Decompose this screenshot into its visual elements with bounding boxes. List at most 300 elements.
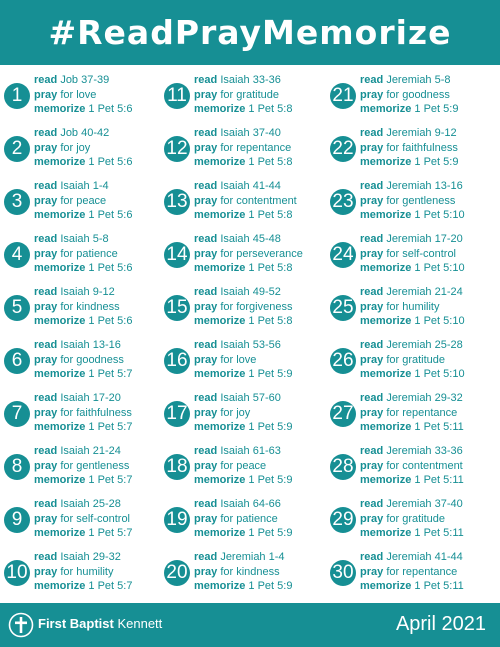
day-number-badge: 27 [330,401,356,427]
pray-topic: for joy [220,406,251,419]
read-label: read [34,180,58,192]
read-label: read [194,551,218,563]
pray-line [34,300,132,315]
memorize-line [360,579,464,594]
read-line [34,232,132,247]
pray-line [360,141,458,156]
memorize-label: memorize [34,209,86,221]
memorize-label: memorize [360,209,412,221]
day-details [360,550,464,594]
read-passage: Isaiah 45-48 [220,233,281,245]
day-entry [330,229,496,282]
read-passage: Isaiah 25-28 [60,498,121,510]
memorize-verse: 1 Pet 5:6 [88,315,133,327]
day-number-badge: 22 [330,136,356,162]
day-number-badge: 12 [164,136,190,162]
memorize-line [34,208,132,223]
pray-topic: for kindness [60,300,120,313]
read-label: read [194,180,218,192]
pray-line [194,459,292,474]
day-entry [330,441,496,494]
memorize-verse: 1 Pet 5:9 [248,580,293,592]
day-number-badge: 26 [330,348,356,374]
pray-line [34,353,132,368]
memorize-verse: 1 Pet 5:11 [414,580,464,592]
read-passage: Jeremiah 5-8 [386,74,451,86]
day-entry [164,388,330,441]
memorize-line [194,102,292,117]
read-passage: Jeremiah 25-28 [386,339,463,351]
read-line [360,444,464,459]
read-line [34,126,132,141]
read-passage: Isaiah 61-63 [220,445,281,457]
memorize-label: memorize [194,474,246,486]
pray-label: pray [34,247,58,260]
memorize-line [194,420,292,435]
pray-line [194,141,292,156]
pray-label: pray [360,194,384,207]
read-passage: Isaiah 37-40 [220,127,281,139]
pray-topic: for self-control [60,512,131,525]
day-details [34,179,132,223]
memorize-line [194,155,292,170]
read-line [360,179,465,194]
memorize-label: memorize [360,474,412,486]
memorize-label: memorize [194,527,246,539]
pray-line [194,300,292,315]
day-number-badge: 4 [4,242,30,268]
read-line [34,391,132,406]
pray-label: pray [194,565,218,578]
memorize-line [194,208,297,223]
pray-label: pray [194,406,218,419]
memorize-verse: 1 Pet 5:10 [414,368,465,380]
day-entry [164,282,330,335]
day-number-badge: 7 [4,401,30,427]
read-line [360,232,465,247]
pray-topic: for goodness [60,353,124,366]
read-line [194,73,292,88]
read-line [194,338,292,353]
memorize-line [34,473,132,488]
pray-label: pray [194,88,218,101]
memorize-label: memorize [34,156,86,168]
read-line [34,285,132,300]
memorize-line [360,367,465,382]
memorize-label: memorize [360,315,412,327]
day-details [34,444,132,488]
pray-line [360,247,465,262]
read-label: read [360,127,384,139]
read-label: read [194,233,218,245]
pray-line [194,353,292,368]
day-entry [164,547,330,600]
pray-topic: for kindness [220,565,280,578]
pray-topic: for patience [60,247,118,260]
day-number-badge: 2 [4,136,30,162]
read-label: read [360,286,384,298]
read-line [194,285,292,300]
memorize-verse: 1 Pet 5:7 [88,474,133,486]
memorize-verse: 1 Pet 5:11 [414,421,464,433]
day-entry [4,494,170,547]
day-entry [330,282,496,335]
read-line [34,338,132,353]
day-number-badge: 10 [4,560,30,586]
day-number-badge: 21 [330,83,356,109]
read-passage: Jeremiah 17-20 [386,233,463,245]
read-line [360,285,465,300]
pray-label: pray [34,353,58,366]
day-details [360,391,464,435]
memorize-label: memorize [34,474,86,486]
read-label: read [360,445,384,457]
memorize-line [34,526,132,541]
pray-line [194,406,292,421]
read-line [34,497,132,512]
pray-label: pray [194,300,218,313]
read-passage: Isaiah 29-32 [60,551,121,563]
memorize-label: memorize [360,421,412,433]
read-line [360,550,464,565]
day-number-badge: 14 [164,242,190,268]
read-passage: Jeremiah 41-44 [386,551,463,563]
read-passage: Isaiah 33-36 [220,74,281,86]
day-details [194,73,292,117]
day-entry [330,70,496,123]
pray-topic: for humility [386,300,440,313]
read-line [194,126,292,141]
pray-topic: for perseverance [220,247,303,260]
pray-label: pray [360,512,384,525]
pray-label: pray [194,194,218,207]
pray-line [34,141,132,156]
read-passage: Isaiah 49-52 [220,286,281,298]
day-entry [4,388,170,441]
read-passage: Isaiah 64-66 [220,498,281,510]
day-details [194,285,292,329]
memorize-line [360,473,464,488]
pray-label: pray [34,141,58,154]
read-label: read [194,392,218,404]
read-label: read [34,127,58,139]
pray-label: pray [360,300,384,313]
read-label: read [360,339,384,351]
day-number-badge: 9 [4,507,30,533]
day-entry [4,547,170,600]
pray-label: pray [34,565,58,578]
cross-circle-icon [8,612,34,638]
day-number-badge: 5 [4,295,30,321]
read-label: read [360,498,384,510]
memorize-verse: 1 Pet 5:6 [88,262,133,274]
pray-topic: for gentleness [386,194,456,207]
column-2 [164,70,330,600]
read-line [360,73,458,88]
day-entry [4,229,170,282]
pray-line [360,459,464,474]
pray-label: pray [194,141,218,154]
read-label: read [34,286,58,298]
memorize-line [360,155,458,170]
read-passage: Jeremiah 1-4 [220,551,285,563]
pray-topic: for peace [60,194,107,207]
memorize-verse: 1 Pet 5:6 [88,156,133,168]
church-name-rest: Kennett [113,616,163,631]
memorize-verse: 1 Pet 5:9 [248,368,293,380]
column-1 [4,70,170,600]
day-details [34,73,132,117]
day-details [34,285,132,329]
memorize-line [360,261,465,276]
pray-topic: for repentance [220,141,292,154]
day-details [360,338,465,382]
pray-topic: for love [60,88,97,101]
read-line [360,338,465,353]
read-label: read [360,74,384,86]
read-label: read [34,339,58,351]
pray-line [34,247,132,262]
day-details [360,179,465,223]
day-details [360,285,465,329]
memorize-verse: 1 Pet 5:9 [248,474,293,486]
day-number-badge: 19 [164,507,190,533]
read-label: read [34,445,58,457]
memorize-verse: 1 Pet 5:7 [88,368,133,380]
memorize-verse: 1 Pet 5:7 [88,580,133,592]
read-passage: Isaiah 17-20 [60,392,121,404]
pray-line [360,300,465,315]
pray-line [34,565,132,580]
memorize-line [360,208,465,223]
day-details [360,73,458,117]
day-entry [330,547,496,600]
pray-topic: for repentance [386,406,458,419]
read-label: read [34,233,58,245]
day-entry [4,441,170,494]
read-passage: Jeremiah 21-24 [386,286,463,298]
memorize-line [360,420,464,435]
pray-topic: for self-control [386,247,457,260]
pray-line [360,88,458,103]
memorize-verse: 1 Pet 5:9 [414,103,459,115]
day-entry [330,494,496,547]
pray-label: pray [360,459,384,472]
memorize-verse: 1 Pet 5:10 [414,209,465,221]
memorize-label: memorize [360,368,412,380]
read-line [194,550,292,565]
memorize-label: memorize [194,421,246,433]
day-entry [164,229,330,282]
read-passage: Isaiah 5-8 [60,233,109,245]
read-passage: Isaiah 41-44 [220,180,281,192]
day-entry [330,176,496,229]
pray-line [360,406,464,421]
day-number-badge: 15 [164,295,190,321]
memorize-label: memorize [34,580,86,592]
day-entry [4,70,170,123]
day-entry [164,441,330,494]
memorize-verse: 1 Pet 5:10 [414,315,465,327]
pray-topic: for joy [60,141,91,154]
pray-topic: for love [220,353,257,366]
pray-line [360,353,465,368]
memorize-line [34,579,132,594]
read-line [34,444,132,459]
memorize-line [194,526,292,541]
memorize-verse: 1 Pet 5:8 [248,315,293,327]
day-details [34,232,132,276]
day-details [360,497,464,541]
memorize-label: memorize [34,421,86,433]
day-number-badge: 20 [164,560,190,586]
read-label: read [34,392,58,404]
memorize-verse: 1 Pet 5:10 [414,262,465,274]
memorize-line [34,314,132,329]
day-number-badge: 16 [164,348,190,374]
read-line [194,391,292,406]
read-passage: Jeremiah 13-16 [386,180,463,192]
memorize-label: memorize [34,315,86,327]
read-label: read [360,180,384,192]
pray-line [34,512,132,527]
memorize-line [194,261,303,276]
read-label: read [194,127,218,139]
pray-topic: for patience [220,512,278,525]
read-passage: Jeremiah 33-36 [386,445,463,457]
pray-label: pray [34,88,58,101]
pray-line [360,512,464,527]
memorize-line [194,314,292,329]
memorize-label: memorize [360,580,412,592]
day-details [360,444,464,488]
pray-label: pray [194,247,218,260]
memorize-label: memorize [194,580,246,592]
memorize-line [34,420,132,435]
read-passage: Jeremiah 29-32 [386,392,463,404]
read-passage: Isaiah 1-4 [60,180,109,192]
memorize-verse: 1 Pet 5:6 [88,209,133,221]
memorize-label: memorize [360,262,412,274]
pray-label: pray [360,565,384,578]
pray-line [194,88,292,103]
church-name-bold: First Baptist [38,616,114,631]
memorize-verse: 1 Pet 5:9 [414,156,459,168]
memorize-verse: 1 Pet 5:11 [414,527,464,539]
day-number-badge: 25 [330,295,356,321]
pray-line [194,565,292,580]
pray-line [194,512,292,527]
day-details [194,126,292,170]
read-label: read [34,498,58,510]
day-entry [164,335,330,388]
pray-label: pray [34,459,58,472]
pray-topic: for peace [220,459,267,472]
day-number-badge: 3 [4,189,30,215]
page-title: #ReadPrayMemorize [48,13,452,52]
read-label: read [194,498,218,510]
day-number-badge: 8 [4,454,30,480]
day-details [194,550,292,594]
memorize-line [194,579,292,594]
read-passage: Isaiah 57-60 [220,392,281,404]
day-details [34,497,132,541]
read-passage: Jeremiah 9-12 [386,127,457,139]
footer-banner [0,603,500,647]
day-details [194,444,292,488]
day-details [194,232,303,276]
memorize-line [194,473,292,488]
pray-label: pray [360,247,384,260]
day-entry [4,176,170,229]
pray-topic: for gentleness [60,459,130,472]
pray-label: pray [194,512,218,525]
day-number-badge: 23 [330,189,356,215]
pray-topic: for forgiveness [220,300,293,313]
memorize-label: memorize [360,156,412,168]
day-number-badge: 24 [330,242,356,268]
read-passage: Job 37-39 [60,74,110,86]
pray-label: pray [34,512,58,525]
pray-label: pray [194,459,218,472]
memorize-line [34,261,132,276]
memorize-verse: 1 Pet 5:11 [414,474,464,486]
pray-topic: for gratitude [386,512,446,525]
day-entry [330,335,496,388]
header-banner [0,0,500,65]
pray-topic: for repentance [386,565,458,578]
memorize-line [360,314,465,329]
pray-topic: for gratitude [220,88,280,101]
day-details [34,338,132,382]
memorize-label: memorize [194,209,246,221]
read-label: read [194,286,218,298]
read-line [34,179,132,194]
day-entry [164,123,330,176]
church-name [38,616,162,631]
read-label: read [194,445,218,457]
memorize-label: memorize [194,315,246,327]
memorize-verse: 1 Pet 5:9 [248,527,293,539]
day-number-badge: 11 [164,83,190,109]
memorize-label: memorize [34,103,86,115]
month-label: April 2021 [395,613,486,635]
read-passage: Isaiah 9-12 [60,286,115,298]
memorize-label: memorize [34,262,86,274]
pray-topic: for gratitude [386,353,446,366]
day-details [34,550,132,594]
pray-label: pray [360,353,384,366]
day-details [194,179,297,223]
memorize-verse: 1 Pet 5:8 [248,103,293,115]
read-line [194,497,292,512]
day-entry [4,335,170,388]
pray-topic: for faithfulness [386,141,458,154]
read-line [194,232,303,247]
memorize-label: memorize [194,368,246,380]
day-number-badge: 28 [330,454,356,480]
memorize-verse: 1 Pet 5:6 [88,103,133,115]
day-details [194,338,292,382]
day-entry [164,176,330,229]
memorize-label: memorize [194,103,246,115]
column-3 [330,70,496,600]
pray-topic: for contentment [220,194,297,207]
pray-label: pray [360,88,384,101]
read-passage: Isaiah 21-24 [60,445,121,457]
read-passage: Isaiah 53-56 [220,339,281,351]
read-passage: Jeremiah 37-40 [386,498,463,510]
